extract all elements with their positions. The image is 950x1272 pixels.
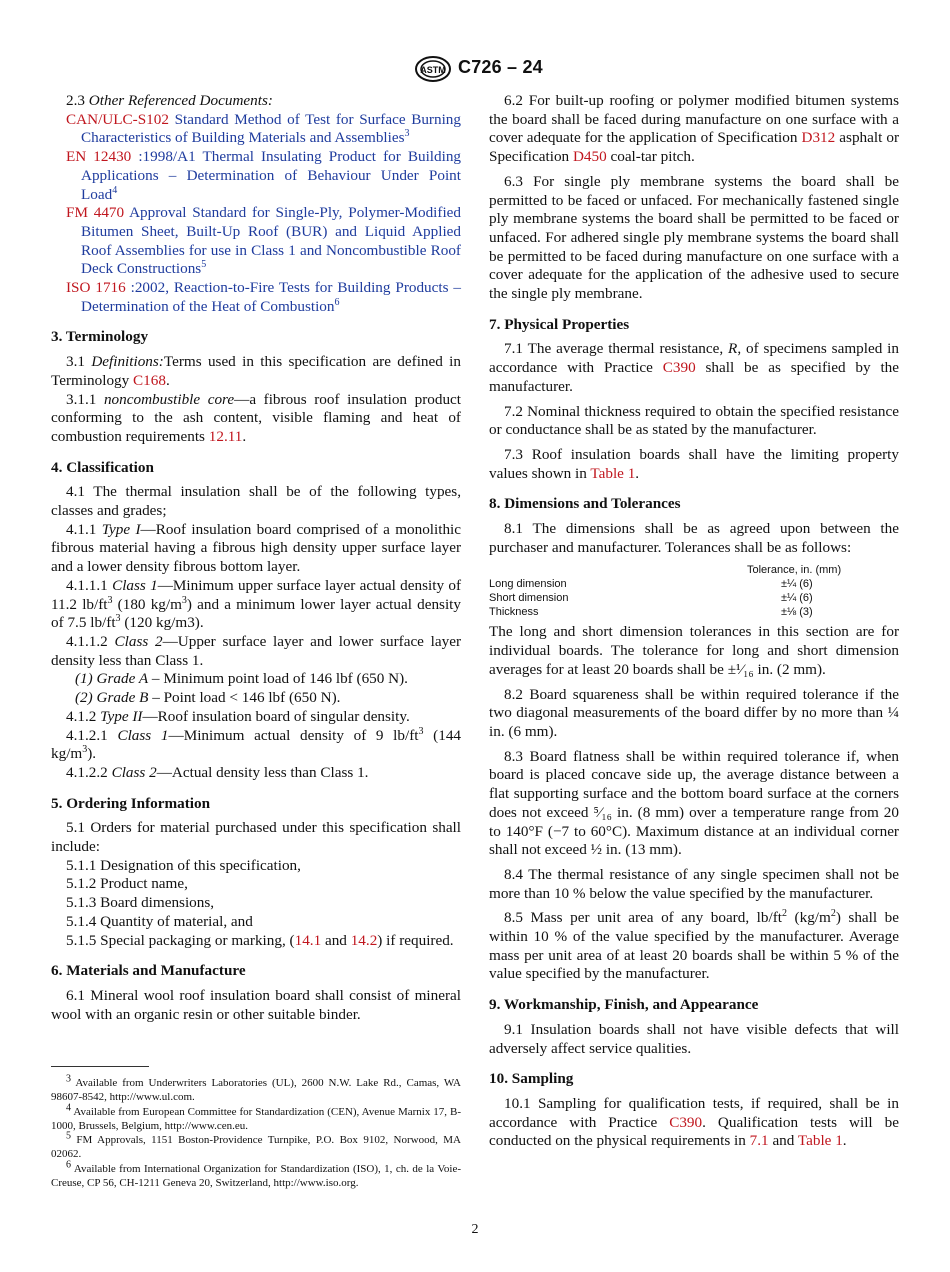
footnote: $^3$ Available from Underwriters Laboratories (UL), 2600 N.W. Lake Rd., Camas, WA 98607-8542, http://www.ul.com. — [51, 1073, 461, 1104]
para-4-1-1: 4.1.1 Type I—Roof insulation board comprised of a monolithic fibrous material having a fibrous high density upper surface layer and a lower density fibrous bottom layer. — [51, 520, 462, 576]
astm-logo-icon — [414, 56, 452, 82]
heading-classification: 4. Classification — [51, 458, 154, 476]
section-2-3: 2.3 Other Referenced Documents: — [66, 92, 273, 109]
para-9-1: 9.1 Insulation boards shall not have visible defects that will adversely affect service qualities. — [489, 1020, 899, 1057]
list-item: 5.1.1 Designation of this specification, — [66, 856, 301, 874]
para-8-2: 8.2 Board squareness shall be within required tolerance if the two diagonal measurements of the board differ by no more than ¼ in. (6 mm). — [489, 685, 899, 740]
list-item: 5.1.3 Board dimensions, — [66, 894, 215, 912]
footnote-divider — [51, 1066, 149, 1067]
para-3-1: 3.1 Definitions:Terms used in this specification are defined in Terminology C168. — [51, 353, 461, 389]
para-8-3: 8.3 Board flatness shall be within required tolerance if, when board is placed concave side up, the average distance between a flat supporting surface and the bottom board surface at the corners does not exceed ⁵⁄₁₆ in. (8 mm) over a temperature range from 20 to 140°F (−7 to 60°C). Maximum distance at an individual corner shall not exceed ½ in. (13 mm). — [489, 747, 899, 859]
table-row — [489, 591, 899, 605]
heading-sampling: 10. Sampling — [489, 1070, 574, 1088]
page-header — [0, 56, 950, 84]
list-item: 5.1.2 Product name, — [66, 875, 188, 893]
para-4-1-1-2: 4.1.1.2 Class 2—Upper surface layer and lower surface layer density less than Class 1. — [51, 632, 462, 669]
table-row — [489, 577, 899, 591]
grade-b: (2) Grade B – Point load < 146 lbf (650 N). — [75, 689, 341, 707]
row-value: ±¼ (6) — [781, 578, 813, 591]
left-column — [51, 92, 461, 1024]
para-4-1-2-2: 4.1.2.2 Class 2—Actual density less than Class 1. — [66, 763, 369, 781]
tolerance-table — [489, 563, 899, 619]
para-4-1: 4.1 The thermal insulation shall be of the following types, classes and grades; — [51, 483, 461, 520]
table-row — [489, 605, 899, 619]
row-label: Long dimension — [489, 578, 567, 591]
para-4-1-2-1: 4.1.2.1 Class 1—Minimum actual density of 9 $lb/ft^3$ (144 $kg/m^3$). — [51, 725, 462, 763]
heading-workmanship: 9. Workmanship, Finish, and Appearance — [489, 996, 759, 1014]
row-label: Short dimension — [489, 592, 569, 605]
link-c390[interactable]: C390 — [669, 1113, 703, 1131]
reference-fm-4470[interactable]: FM 4470 Approval Standard for Single-Ply, Polymer-Modified Bitumen Sheet, Built-Up Roof (BUR) and Liquid Applied Roof Assemblies for use in Class 1 and Noncombustible Roof Deck Constructions$^5$ — [66, 204, 461, 278]
heading-physical-properties: 7. Physical Properties — [489, 315, 630, 333]
para-8-5: 8.5 Mass per unit area of any board, $lb/ft^2$ $(kg/m^2)$ shall be within 10 % of the value specified by the manufacturer. Average mass per unit area of at least 20 boards shall be within 5 % of the value specified by the manufacturer. — [489, 908, 899, 983]
heading-terminology: 3. Terminology — [51, 328, 149, 346]
grade-a: (1) Grade A – Minimum point load of 146 lbf (650 N). — [75, 670, 408, 688]
para-7-1: 7.1 The average thermal resistance, R, of specimens sampled in accordance with Practice C390 shall be as specified by the manufacturer. — [489, 340, 899, 395]
link-d450[interactable]: D450 — [572, 148, 607, 166]
footnote: $^6$ Available from International Organization for Standardization (ISO), 1, ch. de la Voie-Creuse, CP 56, CH-1211 Geneva 20, Switzerland, http://www.iso.org. — [51, 1159, 461, 1190]
link-table-1[interactable]: Table 1 — [590, 464, 636, 482]
para-8-4: 8.4 The thermal resistance of any single specimen shall not be more than 10 % below the value specified by the manufacturer. — [489, 865, 899, 902]
para-10-1: 10.1 Sampling for qualification tests, if required, shall be in accordance with Practice C390. Qualification tests will be conducted on the physical requirements in 7.1 and Table 1. — [489, 1094, 899, 1150]
para-8-1: 8.1 The dimensions shall be as agreed upon between the purchaser and manufacturer. Tolerances shall be as follows: — [489, 520, 899, 556]
para-6-1: 6.1 Mineral wool roof insulation board shall consist of mineral wool with an organic resin or other suitable binder. — [51, 986, 461, 1023]
page-number: 2 — [471, 1222, 479, 1237]
link-c168[interactable]: C168 — [133, 371, 166, 389]
para-8-1-tolerance-note: The long and short dimension tolerances in this section are for individual boards. The tolerance for long and short dimension averages for at least 20 boards shall be ±¹⁄₁₆ in. (2 mm). — [489, 623, 899, 678]
footnote: $^4$ Available from European Committee for Standardization (CEN), Avenue Marnix 17, B-1000, Brussels, Belgium, http://www.cen.eu. — [51, 1101, 461, 1132]
para-5-1-5: 5.1.5 Special packaging or marking, (14.1 and 14.2) if required. — [66, 931, 454, 949]
para-6-2: 6.2 For built-up roofing or polymer modified bitumen systems the board shall be faced during manufacture on one surface with a cover adequate for the application of Specification D312 asphalt or Specification D450 coal-tar pitch. — [489, 92, 900, 166]
row-label: Thickness — [489, 606, 539, 619]
link-c390[interactable]: C390 — [662, 359, 696, 377]
para-3-1-1: 3.1.1 noncombustible core—a fibrous roof insulation product conforming to the ash content, visible flaming and heat of combustion requirements 12.11. — [51, 390, 461, 445]
list-item: 5.1.4 Quantity of material, and — [66, 912, 253, 930]
row-value: ±⅛ (3) — [781, 606, 813, 619]
footnotes — [51, 1073, 461, 1190]
para-5-1: 5.1 Orders for material purchased under this specification shall include: — [51, 819, 461, 856]
footnote: $^5$ FM Approvals, 1151 Boston-Providence Turnpike, P.O. Box 9102, Norwood, MA 02062. — [51, 1130, 461, 1161]
right-column — [489, 92, 899, 1151]
reference-iso-1716[interactable]: ISO 1716 :2002, Reaction-to-Fire Tests for Building Products – Determination of the Heat of Combustion$^6$ — [66, 279, 461, 315]
link-14-2[interactable]: 14.2 — [350, 931, 378, 949]
link-12-11[interactable]: 12.11 — [208, 427, 243, 445]
para-4-1-1-1: 4.1.1.1 Class 1—Minimum upper surface layer actual density of 11.2 $lb/ft^3$ (180 $kg/m^3$) and a minimum lower layer actual density of 7.5 $lb/ft^3$ (120 kg/m3). — [51, 576, 462, 632]
reference-en-12430[interactable]: EN 12430 :1998/A1 Thermal Insulating Product for Building Applications – Determination of Behaviour Under Point Load$^4$ — [66, 148, 462, 203]
document-id: C726 – 24 — [458, 57, 543, 77]
para-6-3: 6.3 For single ply membrane systems the board shall be permitted to be faced or unfaced. For mechanically fastened single ply membrane systems the board shall be permitted to be faced or unfaced. For adhered single ply membrane systems the board shall be permitted to be faced during manufacture on one surface with a cover adequate for the application of the adhesive used to secure the single ply membrane. — [489, 172, 899, 303]
link-7-1[interactable]: 7.1 — [749, 1132, 769, 1150]
heading-materials-manufacture: 6. Materials and Manufacture — [51, 962, 246, 980]
heading-dimensions-tolerances: 8. Dimensions and Tolerances — [489, 495, 681, 513]
row-value: ±¼ (6) — [781, 592, 813, 605]
tolerance-header: Tolerance, in. (mm) — [747, 564, 842, 577]
link-d312[interactable]: D312 — [801, 129, 836, 147]
reference-can-ulc-s102[interactable]: CAN/ULC-S102 Standard Method of Test for Surface Burning Characteristics of Building Materials and Assemblies$^3$ — [66, 110, 461, 147]
svg-text:ASTM: ASTM — [420, 65, 446, 75]
para-7-3: 7.3 Roof insulation boards shall have the limiting property values shown in Table 1. — [489, 445, 899, 482]
para-7-2: 7.2 Nominal thickness required to obtain the specified resistance or conductance shall be as stated by the manufacturer. — [489, 402, 899, 439]
link-table-1[interactable]: Table 1 — [797, 1132, 843, 1150]
para-4-1-2: 4.1.2 Type II—Roof insulation board of singular density. — [66, 707, 410, 725]
link-14-1[interactable]: 14.1 — [294, 931, 322, 949]
heading-ordering-information: 5. Ordering Information — [51, 794, 211, 812]
